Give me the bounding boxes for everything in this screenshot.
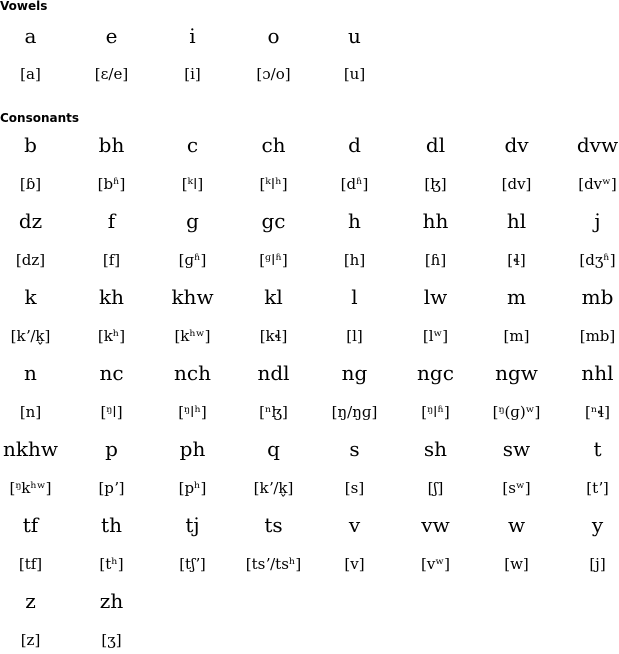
ipa-transcription: [dʱ] xyxy=(340,175,369,193)
ipa-transcription: [kʰ] xyxy=(97,327,126,345)
ipa-transcription: [vʷ] xyxy=(421,555,450,573)
ipa-row xyxy=(0,402,619,426)
letter: y xyxy=(591,513,604,537)
ipa-transcription: [ŋ/ŋɡ] xyxy=(331,403,378,421)
ipa-transcription: [ᵑǀʱ] xyxy=(421,403,450,421)
letter-row xyxy=(0,589,619,613)
letter: t xyxy=(593,437,602,461)
ipa-transcription: [n] xyxy=(19,403,42,421)
ipa-transcription: [lʷ] xyxy=(422,327,449,345)
letter: dz xyxy=(18,209,43,233)
ipa-transcription: [pʼ] xyxy=(98,479,125,497)
ipa-transcription: [l] xyxy=(346,327,363,345)
ipa-transcription: [ɡʱ] xyxy=(178,251,207,269)
letter: ngc xyxy=(417,361,454,385)
letter: q xyxy=(267,437,280,461)
ipa-transcription: [kɬ] xyxy=(259,327,288,345)
letter: dv xyxy=(504,133,529,157)
ipa-row xyxy=(0,478,619,502)
ipa-transcription: [ⁿɮ] xyxy=(259,403,288,421)
ipa-transcription: [tf] xyxy=(18,555,43,573)
letter: vw xyxy=(421,513,450,537)
ipa-transcription: [ɔ/o] xyxy=(256,65,291,83)
letter: a xyxy=(24,24,37,48)
ipa-transcription: [dvʷ] xyxy=(578,175,617,193)
letter: ndl xyxy=(257,361,290,385)
ipa-transcription: [j] xyxy=(589,555,606,573)
ipa-transcription: [kʼ/k̬] xyxy=(10,327,51,345)
letter: c xyxy=(186,133,199,157)
ipa-transcription: [pʰ] xyxy=(178,479,207,497)
ipa-transcription: [ɛ/e] xyxy=(94,65,129,83)
ipa-transcription: [ɦ] xyxy=(424,251,447,269)
letter: hl xyxy=(506,209,527,233)
letter: nhl xyxy=(581,361,614,385)
letter: g xyxy=(186,209,199,233)
ipa-transcription: [m] xyxy=(503,327,530,345)
ipa-transcription: [tʃʼ] xyxy=(179,555,206,573)
letter: p xyxy=(105,437,118,461)
letter: k xyxy=(24,285,37,309)
letter-row xyxy=(0,209,619,233)
ipa-row xyxy=(0,554,619,578)
letter: gc xyxy=(261,209,286,233)
ipa-transcription: [h] xyxy=(343,251,366,269)
ipa-transcription: [w] xyxy=(504,555,529,573)
ipa-transcription: [ᵏǀ] xyxy=(181,175,204,193)
letter: u xyxy=(348,24,361,48)
ipa-row xyxy=(0,174,619,198)
ipa-transcription: [kʰʷ] xyxy=(174,327,211,345)
ipa-transcription: [ᵑkʰʷ] xyxy=(9,479,52,497)
letter: sw xyxy=(502,437,531,461)
letter: ph xyxy=(179,437,206,461)
letter-row xyxy=(0,361,619,385)
ipa-row xyxy=(0,64,619,88)
letter-row xyxy=(0,133,619,157)
letter: tf xyxy=(22,513,39,537)
letter: lw xyxy=(423,285,448,309)
ipa-transcription: [dʒʱ] xyxy=(579,251,616,269)
letter: sh xyxy=(423,437,448,461)
letter: ts xyxy=(264,513,283,537)
letter: z xyxy=(25,589,36,613)
ipa-transcription: [v] xyxy=(344,555,365,573)
letter: nkhw xyxy=(3,437,58,461)
ipa-transcription: [tsʼ/tsʰ] xyxy=(245,555,302,573)
letter: h xyxy=(348,209,361,233)
letter: w xyxy=(507,513,526,537)
letter: zh xyxy=(99,589,124,613)
ipa-transcription: [f] xyxy=(102,251,121,269)
ipa-row xyxy=(0,630,619,654)
letter: d xyxy=(348,133,361,157)
letter-row xyxy=(0,513,619,537)
consonants-heading: Consonants xyxy=(0,111,80,125)
letter-row xyxy=(0,285,619,309)
letter-row xyxy=(0,437,619,461)
ipa-transcription: [i] xyxy=(184,65,201,83)
letter: tj xyxy=(185,513,200,537)
letter: nch xyxy=(174,361,211,385)
ipa-transcription: [bʱ] xyxy=(97,175,126,193)
letter: ngw xyxy=(495,361,538,385)
letter: v xyxy=(348,513,361,537)
ipa-transcription: [ʃ] xyxy=(427,479,444,497)
ipa-transcription: [ɓ] xyxy=(19,175,42,193)
letter: b xyxy=(24,133,37,157)
letter: j xyxy=(594,209,601,233)
ipa-row xyxy=(0,326,619,350)
letter: e xyxy=(105,24,118,48)
ipa-transcription: [dv] xyxy=(501,175,532,193)
letter: o xyxy=(267,24,280,48)
letter: i xyxy=(189,24,196,48)
letter: kh xyxy=(99,285,124,309)
ipa-transcription: [ᵏǀʰ] xyxy=(259,175,288,193)
ipa-transcription: [z] xyxy=(20,631,41,649)
letter: th xyxy=(101,513,122,537)
ipa-transcription: [tʼ] xyxy=(586,479,609,497)
letter: nc xyxy=(99,361,124,385)
letter: hh xyxy=(422,209,449,233)
letter: n xyxy=(24,361,37,385)
letter-row xyxy=(0,24,619,48)
letter: f xyxy=(107,209,116,233)
ipa-transcription: [tʰ] xyxy=(99,555,124,573)
ipa-transcription: [ɮ] xyxy=(424,175,447,193)
ipa-transcription: [ᶢǀʱ] xyxy=(259,251,288,269)
ipa-transcription: [u] xyxy=(343,65,366,83)
ipa-transcription: [ᵑ(ɡ)ʷ] xyxy=(492,403,541,421)
ipa-transcription: [a] xyxy=(20,65,41,83)
ipa-transcription: [dz] xyxy=(15,251,46,269)
ipa-transcription: [kʼ/k̬] xyxy=(253,479,294,497)
letter: dvw xyxy=(576,133,619,157)
vowels-heading: Vowels xyxy=(0,0,48,13)
letter: bh xyxy=(98,133,125,157)
ipa-transcription: [ⁿɬ] xyxy=(584,403,610,421)
letter: ch xyxy=(261,133,286,157)
letter: l xyxy=(351,285,358,309)
letter: ng xyxy=(341,361,368,385)
letter: dl xyxy=(425,133,446,157)
ipa-transcription: [mb] xyxy=(579,327,616,345)
ipa-transcription: [ᵑǀʰ] xyxy=(178,403,207,421)
letter: kl xyxy=(264,285,283,309)
ipa-transcription: [ʒ] xyxy=(101,631,122,649)
letter: s xyxy=(349,437,360,461)
letter: mb xyxy=(581,285,614,309)
letter: khw xyxy=(171,285,214,309)
ipa-transcription: [ᵑǀ] xyxy=(100,403,123,421)
ipa-transcription: [s] xyxy=(344,479,365,497)
letter: m xyxy=(507,285,526,309)
ipa-transcription: [sʷ] xyxy=(502,479,531,497)
ipa-row xyxy=(0,250,619,274)
ipa-transcription: [ɬ] xyxy=(507,251,526,269)
